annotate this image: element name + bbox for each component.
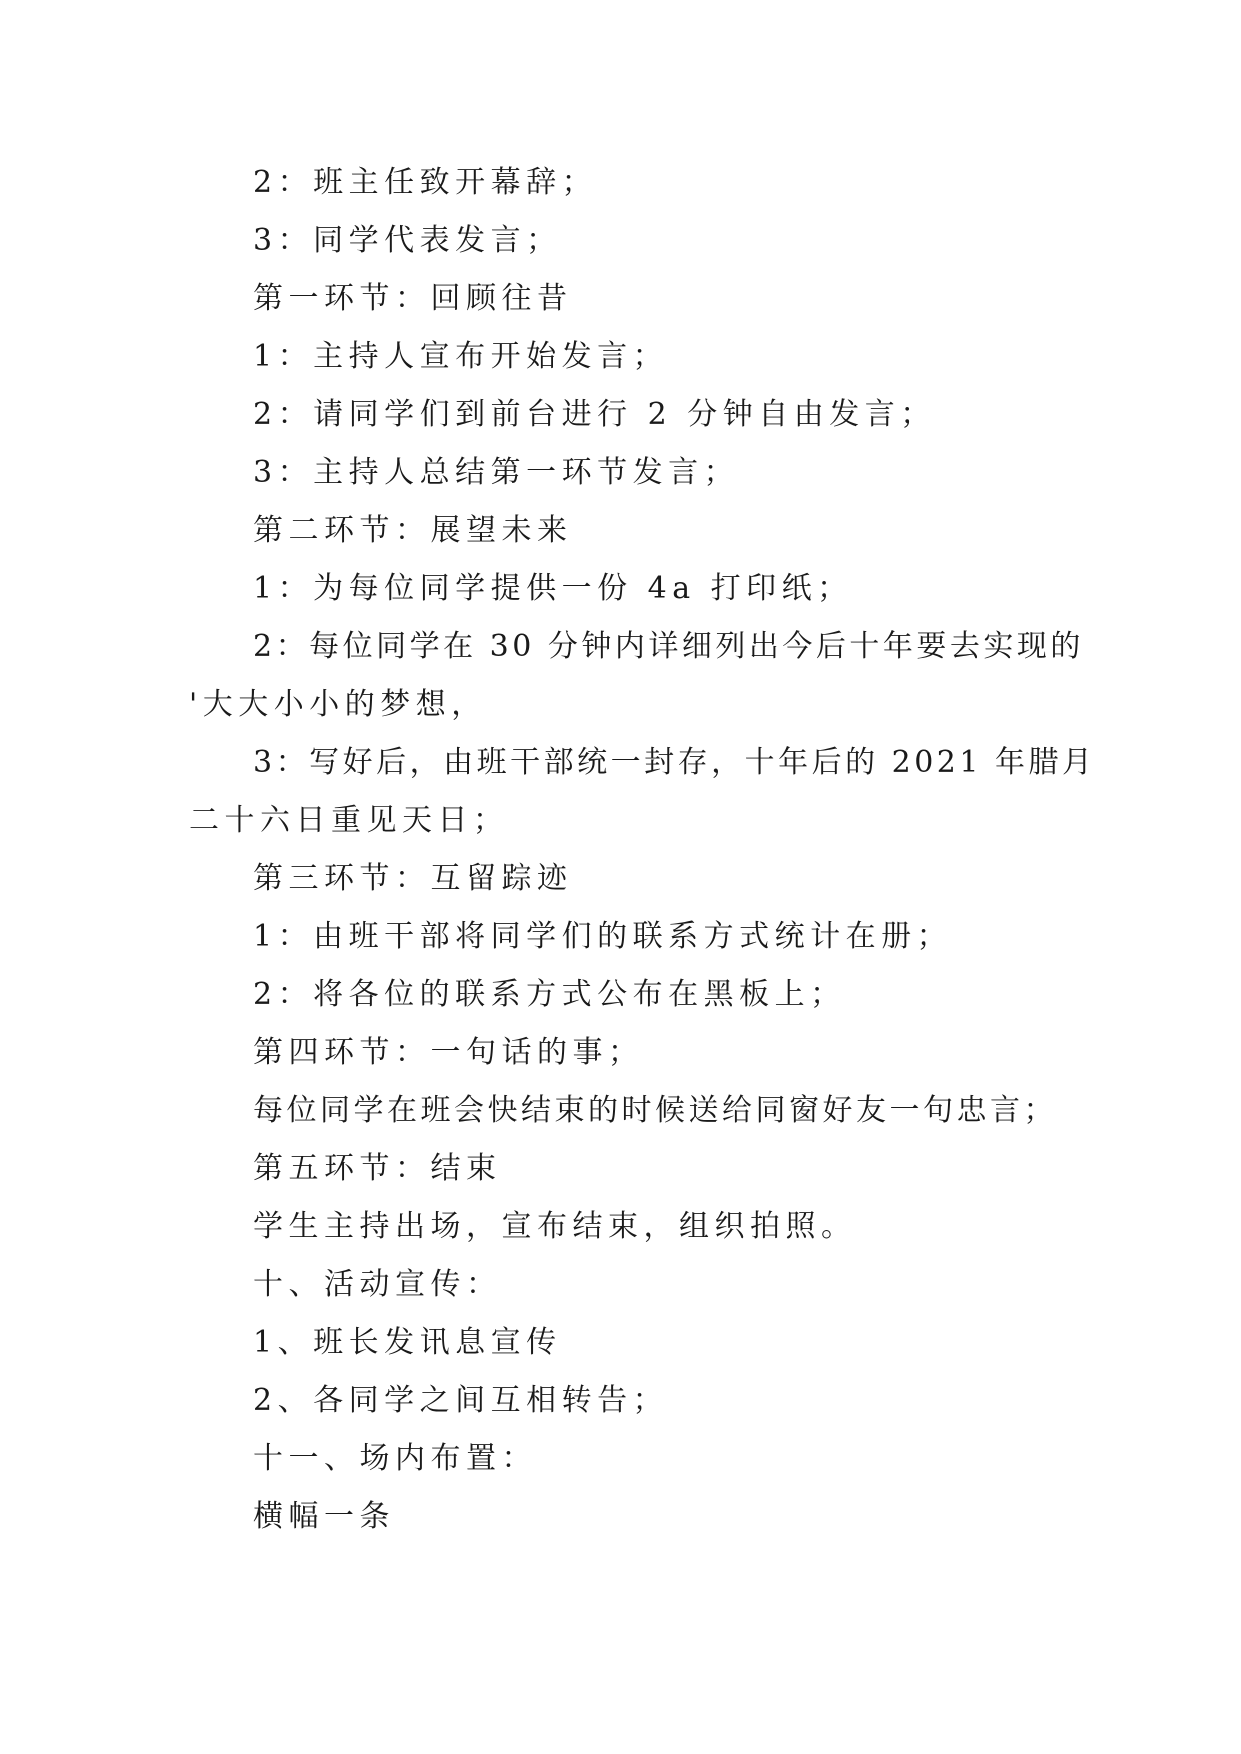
text-line: 2：请同学们到前台进行 2 分钟自由发言； bbox=[253, 397, 936, 432]
text-line: 2：班主任致开幕辞； bbox=[253, 165, 598, 200]
text-line: 1、班长发讯息宣传 bbox=[253, 1325, 562, 1360]
document-body bbox=[0, 154, 1241, 1546]
text-line: 2：每位同学在 30 分钟内详细列出今后十年要去实现的 bbox=[253, 629, 1084, 664]
text-line: 2、各同学之间互相转告； bbox=[253, 1383, 669, 1418]
section-heading: 第五环节：结束 bbox=[253, 1151, 502, 1186]
text-line: 学生主持出场，宣布结束，组织拍照。 bbox=[253, 1209, 857, 1244]
section-heading: 十一、场内布置： bbox=[253, 1441, 537, 1476]
text-line: 3：同学代表发言； bbox=[253, 223, 562, 258]
section-heading: 第二环节：展望未来 bbox=[253, 513, 573, 548]
text-line: 2：将各位的联系方式公布在黑板上； bbox=[253, 977, 846, 1012]
text-line-continuation: 二十六日重见天日； bbox=[189, 803, 509, 838]
section-heading: 十、活动宣传： bbox=[253, 1267, 502, 1302]
text-line: 3：写好后，由班干部统一封存，十年后的 2021 年腊月 bbox=[253, 745, 1096, 780]
text-line: 1：为每位同学提供一份 4a 打印纸； bbox=[253, 571, 853, 606]
text-line: 3：主持人总结第一环节发言； bbox=[253, 455, 740, 490]
section-heading: 第四环节：一句话的事； bbox=[253, 1035, 644, 1070]
section-heading: 第三环节：互留踪迹 bbox=[253, 861, 573, 896]
text-line: 每位同学在班会快结束的时候送给同窗好友一句忠言； bbox=[253, 1093, 1057, 1128]
text-line-continuation: '大大小小的梦想， bbox=[189, 687, 487, 722]
text-line: 1：由班干部将同学们的联系方式统计在册； bbox=[253, 919, 953, 954]
text-line: 1：主持人宣布开始发言； bbox=[253, 339, 669, 374]
section-heading: 第一环节：回顾往昔 bbox=[253, 281, 573, 316]
text-line: 横幅一条 bbox=[253, 1499, 395, 1534]
